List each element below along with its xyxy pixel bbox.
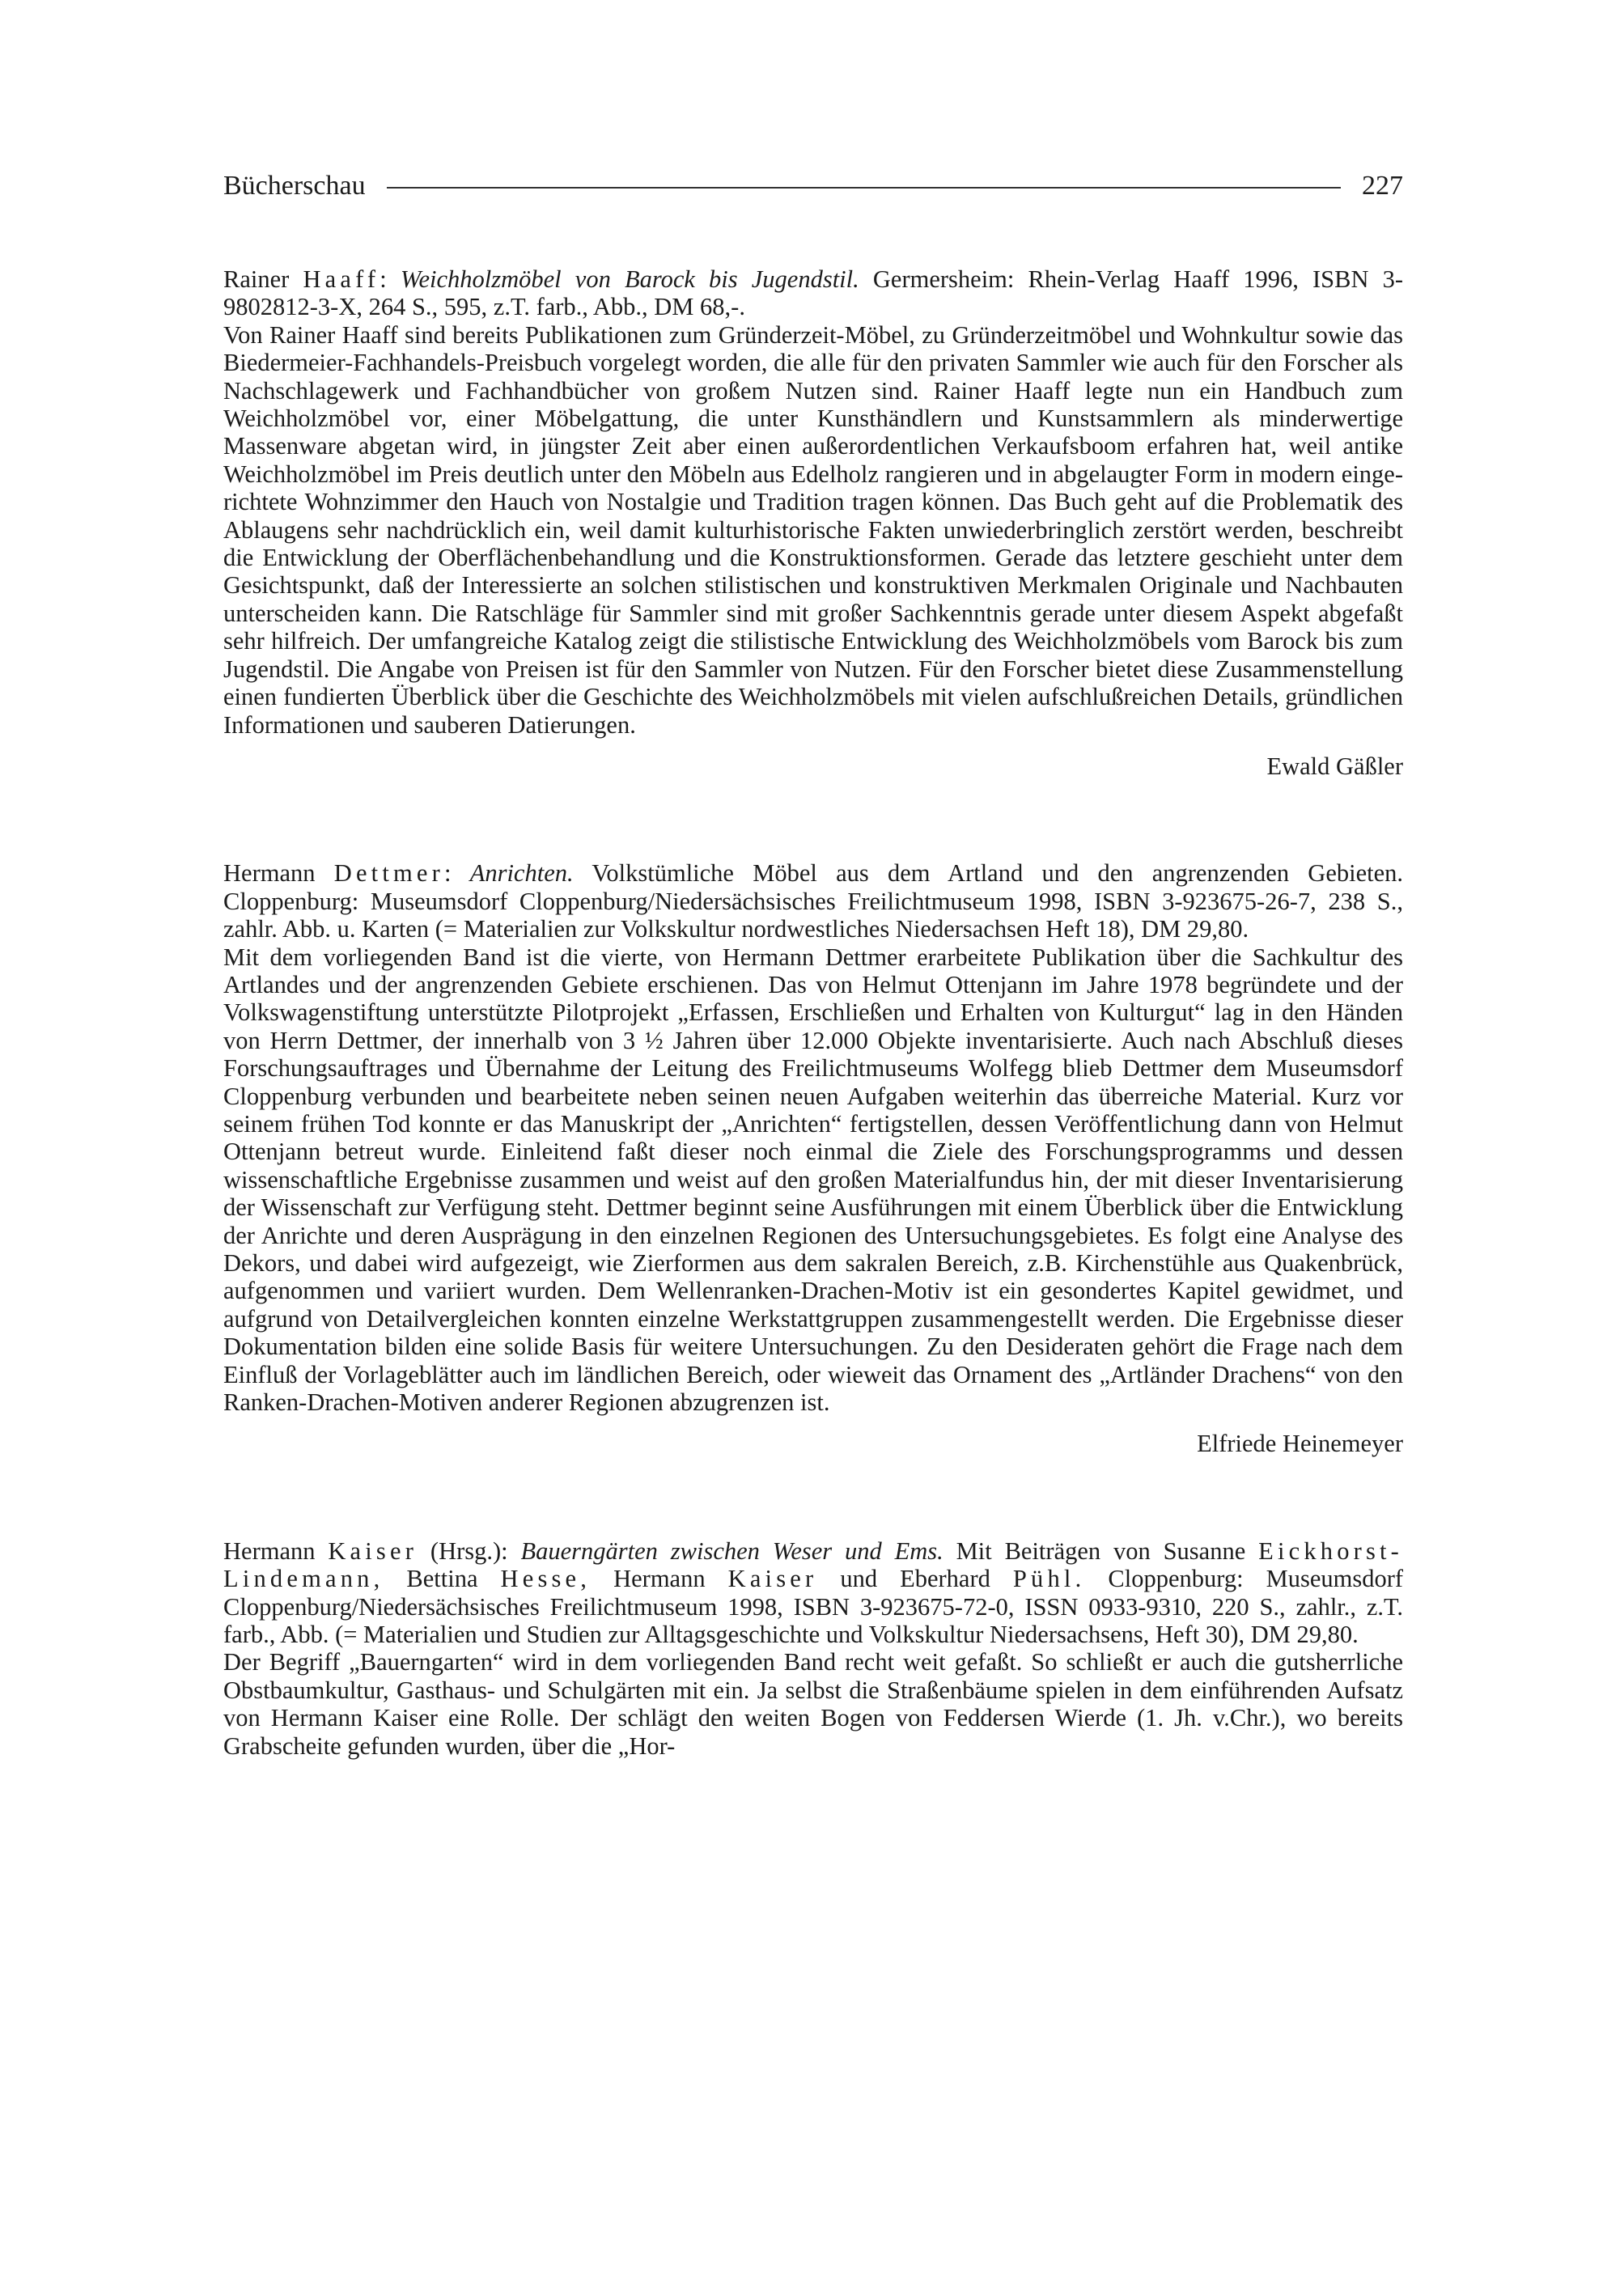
- citation: [223, 1537, 1403, 1649]
- review-dettmer: [223, 859, 1403, 1458]
- author-last-name: Dettmer: [333, 859, 444, 888]
- book-title: Bauerngärten zwischen Weser und Ems.: [520, 1536, 943, 1565]
- contributor-first-name: Bettina: [406, 1565, 478, 1593]
- contributor-conjunction: und Eberhard: [840, 1565, 990, 1593]
- page-number: 227: [1362, 171, 1403, 201]
- book-title: Weichholzmöbel von Barock bis Jugendstil.: [400, 265, 859, 293]
- contributor-name: Eickhorst-Lindemann,: [223, 1536, 1404, 1593]
- review-kaiser: [223, 1537, 1403, 1760]
- reviewer-name: Ewald Gäßler: [1266, 752, 1403, 780]
- review-text: Von Rainer Haaff sind bereits Publikationen zum Gründerzeit-Möbel, zu Gründerzeitmöbel und Wohnkultur sowie das Biedermeier-Fachhandels-Preisbuch vorgelegt worden, die alle für den privaten Sammler wie auch für den Forscher als Nachschlagewerk und Fachhandbücher von großem Nutzen sind. Rainer Haaff legte nun ein Handbuch zum Weichholzmöbel vor, einer Möbelgattung, die unter Kunsthändlern und Kunstsammlern als minderwertige Massenware abgetan wird, in jüngster Zeit aber einen außerordentlichen Verkaufsboom erfahren hat, weil antike Weichholzmöbel im Preis deutlich unter den Möbeln aus Edelholz rangieren und in abgelaugter Form in modern eingerichtete Wohnzimmer den Hauch von Nostalgie und Tradition tragen können. Das Buch geht auf die Problematik des Ablaugens sehr nachdrücklich ein, weil damit kulturhistorische Fakten unwiederbringlich zerstört werden, beschreibt die Entwicklung der Oberflächenbehandlung und die Konstruktionsformen. Gerade das letztere geschieht unter dem Gesichtspunkt, daß der Interessierte an solchen stilistischen und konstruktiven Merkmalen Originale und Nachbauten unterscheiden kann. Die Ratschläge für Sammler sind mit großer Sachkenntnis gerade unter diesem Aspekt abgefaßt sehr hilfreich. Der umfangreiche Katalog zeigt die stilistische Entwicklung des Weichholzmöbels vom Barock bis zum Jugendstil. Die Angabe von Preisen ist für den Sammler von Nutzen. Für den Forscher bietet diese Zusammenstellung einen fundierten Überblick über die Geschichte des Weichholzmöbels mit vielen aufschlußreichen Details, gründlichen Informationen und sauberen Datierungen.: [223, 320, 1403, 739]
- review-column: [223, 265, 1403, 1760]
- contributor-last-name: Pühl.: [1012, 1565, 1086, 1593]
- header-rule: [387, 187, 1341, 189]
- review-text: Der Begriff „Bauerngarten“ wird in dem vorliegenden Band recht weit gefaßt. So schließt er auch die gutsherrliche Obstbaumkultur, Gasthaus- und Schulgärten mit ein. Ja selbst die Straßenbäume spielen in dem einführenden Aufsatz von Hermann Kaiser eine Rolle. Der schlägt den weiten Bogen von Feddersen Wierde (1. Jh. v.Chr.), wo bereits Grabscheite gefunden wurden, über die „Hor-: [223, 1648, 1403, 1760]
- review-haaff: [223, 265, 1403, 780]
- reviewer-name: Elfriede Heinemeyer: [1197, 1430, 1403, 1458]
- contributor-last-name: Hesse,: [500, 1565, 592, 1593]
- section-title: Bücherschau: [223, 171, 366, 201]
- review-text: Mit dem vorliegenden Band ist die vierte, von Hermann Dettmer erarbeitete Publikation über die Sachkultur des Artlandes und der angrenzenden Gebiete erschienen. Das von Helmut Ottenjann im Jahre 1978 begründete und der Volkswagenstiftung unterstützte Pilotprojekt „Erfassen, Erschließen und Erhalten von Kulturgut“ lag in den Händen von Herrn Dettmer, der innerhalb von 3 ½ Jahren über 12.000 Objekte inventarisierte. Auch nach Abschluß dieses Forschungsauftrages und Übernahme der Leitung des Freilichtmuseums Wolfegg blieb Dettmer dem Museumsdorf Cloppenburg verbunden und bearbeitete neben seinen neuen Aufgaben weiterhin das überreiche Material. Kurz vor seinem frühen Tod konnte er das Manuskript der „Anrichten“ fertigstellen, dessen Veröffentlichung dann von Helmut Ottenjann betreut wurde. Einleitend faßt dieser noch einmal die Ziele des Forschungsprogramms und dessen wissenschaftliche Ergebnisse zusammen und weist auf den großen Materialfundus hin, der mit dieser Inventarisierung der Wissenschaft zur Verfügung steht. Dettmer beginnt seine Ausführungen mit einem Überblick über die Entwicklung der Anrichte und deren Ausprägung in den einzelnen Regionen des Untersuchungsgebietes. Es folgt eine Analyse des Dekors, und dabei wird aufgezeigt, wie Zierformen aus dem sakralen Bereich, z.B. Kirchenstühle aus Quakenbrück, aufgenommen und variiert wurden. Dem Wellenranken-Drachen-Motiv ist ein gesondertes Kapitel gewidmet, und aufgrund von Detailvergleichen konnten einzelne Werkstattgruppen zusammengestellt werden. Die Ergebnisse dieser Dokumentation bilden eine solide Basis für weitere Untersuchungen. Zu den Desideraten gehört die Frage nach dem Einfluß der Vorlageblätter auch im ländlichen Bereich, oder wieweit das Ornament des „Artländer Drachens“ von den Ranken-Drachen-Motiven anderer Regionen abzugrenzen ist.: [223, 943, 1403, 1417]
- contributor-first-name: Hermann: [613, 1565, 706, 1593]
- bibliographic-details: Cloppenburg: Museumsdorf Cloppenburg/Niedersächsisches Freilichtmuseum 1998, ISBN 3-923675-72-0, ISSN 0933-9310, 220 S., zahlr., z.T. farb., Abb. (= Materialien und Studien zur Alltagsgeschichte und Volkskultur Niedersachsens, Heft 30), DM 29,80.: [223, 1565, 1404, 1649]
- author-separator: :: [379, 265, 387, 293]
- author-last-name: Kaiser: [328, 1536, 418, 1565]
- citation: [223, 859, 1403, 943]
- contributor-last-name: Kaiser: [727, 1565, 818, 1593]
- author-first-name: Rainer: [223, 265, 290, 293]
- author-separator: :: [443, 859, 452, 888]
- author-last-name: Haaff: [303, 265, 380, 293]
- bibliographic-details: Volkstümliche Möbel aus dem Artland und den angrenzenden Gebieten. Cloppenburg: Museumsdorf Cloppenburg/Niedersächsisches Freilichtmuseum 1998, ISBN 3-923675-26-7, 238 S., zahlr. Abb. u. Karten (= Materialien zur Volkskultur nordwestliches Niedersachsen Heft 18), DM 29,80.: [223, 859, 1404, 943]
- author-separator: (Hrsg.):: [418, 1536, 508, 1565]
- bibliographic-details: Mit Beiträgen von Susanne: [956, 1536, 1246, 1565]
- bibliographic-details: Germersheim: Rhein-Verlag Haaff 1996, ISBN 3-9802812-3-X, 264 S., 595, z.T. farb., Abb., DM 68,-.: [223, 265, 1404, 321]
- author-first-name: Hermann: [223, 859, 316, 888]
- citation: [223, 265, 1403, 321]
- running-head: [223, 170, 1403, 202]
- book-title: Anrichten.: [469, 859, 574, 888]
- author-first-name: Hermann: [223, 1536, 316, 1565]
